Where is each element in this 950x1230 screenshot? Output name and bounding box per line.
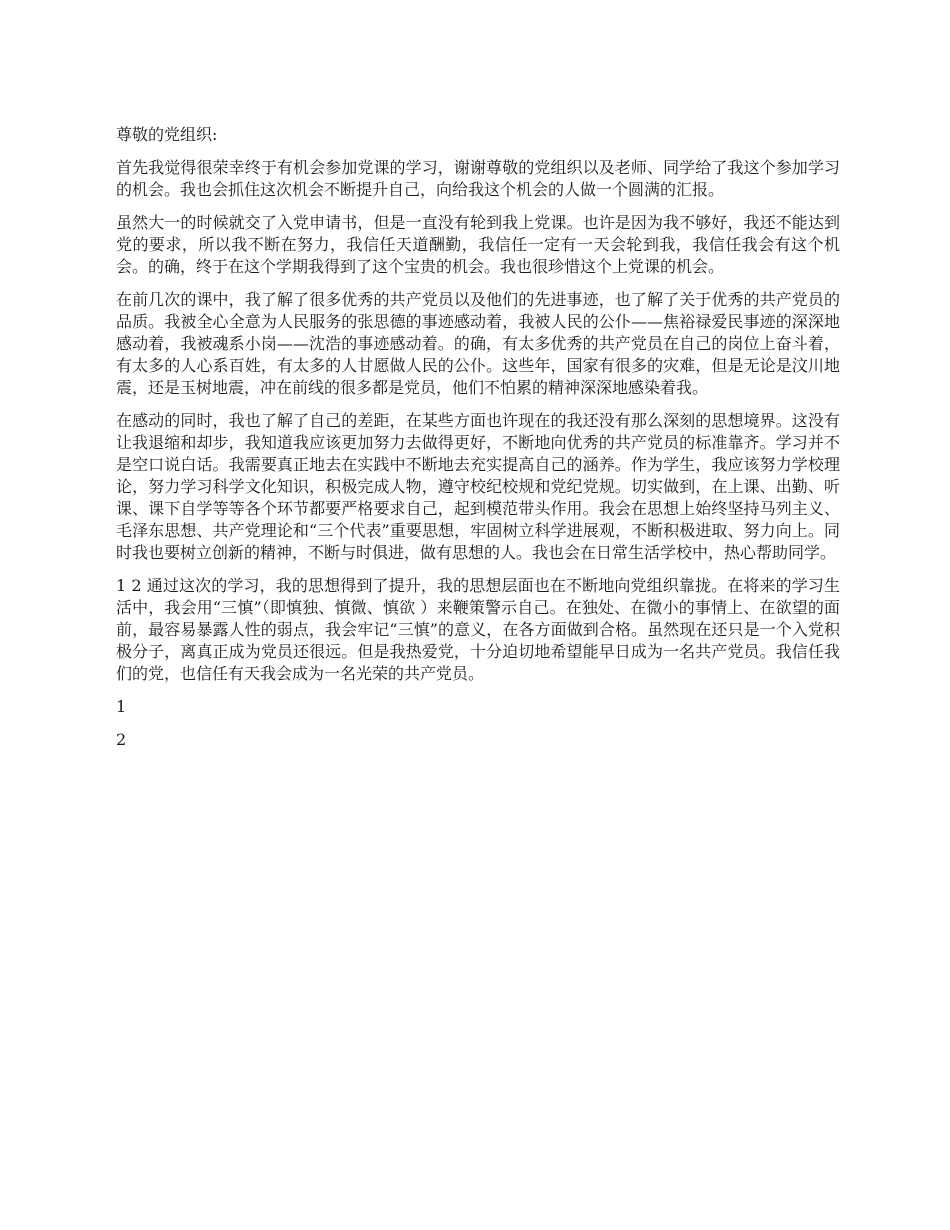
footnote-2: 2 (116, 730, 127, 749)
footnote-1: 1 (116, 697, 127, 716)
paragraph-1: 首先我觉得很荣幸终于有机会参加党课的学习，谢谢尊敬的党组织以及老师、同学给了我这个参加学习的机会。我也会抓住这次机会不断提升自己，向给我这个机会的人做一个圆满的汇报。 (116, 158, 840, 199)
paragraph-5: 1 2 通过这次的学习，我的思想得到了提升，我的思想层面也在不断地向党组织靠拢。在将来的学习生活中，我会用“三慎”（即慎独、慎微、慎欲 ）来鞭策警示自己。在独处、在微小的事情上、在欲望的面前，最容易暴露人性的弱点，我会牢记“三慎”的意义，在各方面做到合格。虽然现在还只是一个入党积极分子，离真正成为党员还很远。但是我热爱党，十分迫切地希望能早日成为一名共产党员。我信任我们的党，也信任有天我会成为一名光荣的共产党员。 (116, 576, 840, 683)
document-body (116, 124, 840, 762)
paragraph-4: 在感动的同时，我也了解了自己的差距，在某些方面也许现在的我还没有那么深刻的思想境界。这没有让我退缩和却步，我知道我应该更加努力去做得更好，不断地向优秀的共产党员的标准靠齐。学习并不是空口说白话。我需要真正地去在实践中不断地去充实提高自己的涵养。作为学生，我应该努力学校理论，努力学习科学文化知识，积极完成人物，遵守校纪校规和党纪党规。切实做到，在上课、出勤、听课、课下自学等等各个环节都要严格要求自己，起到模范带头作用。我会在思想上始终坚持马列主义、毛泽东思想、共产党理论和“三个代表”重要思想，牢固树立科学进展观，不断积极进取、努力向上。同时我也要树立创新的精神，不断与时俱进，做有思想的人。我也会在日常生活学校中，热心帮助同学。 (116, 411, 840, 562)
paragraph-3: 在前几次的课中，我了解了很多优秀的共产党员以及他们的先进事迹，也了解了关于优秀的共产党员的品质。我被全心全意为人民服务的张思德的事迹感动着，我被人民的公仆——焦裕禄爱民事迹的深深地感动着，我被魂系小岗——沈浩的事迹感动着。的确，有太多优秀的共产党员在自己的岗位上奋斗着，有太多的人心系百姓，有太多的人甘愿做人民的公仆。这些年，国家有很多的灾难，但是无论是汶川地震，还是玉树地震，冲在前线的很多都是党员，他们不怕累的精神深深地感染着我。 (116, 290, 840, 397)
salutation: 尊敬的党组织: (116, 125, 218, 144)
paragraph-2: 虽然大一的时候就交了入党申请书，但是一直没有轮到我上党课。也许是因为我不够好，我还不能达到党的要求，所以我不断在努力，我信任天道酬勤，我信任一定有一天会轮到我，我信任我会有这个机会。的确，终于在这个学期我得到了这个宝贵的机会。我也很珍惜这个上党课的机会。 (116, 213, 840, 276)
